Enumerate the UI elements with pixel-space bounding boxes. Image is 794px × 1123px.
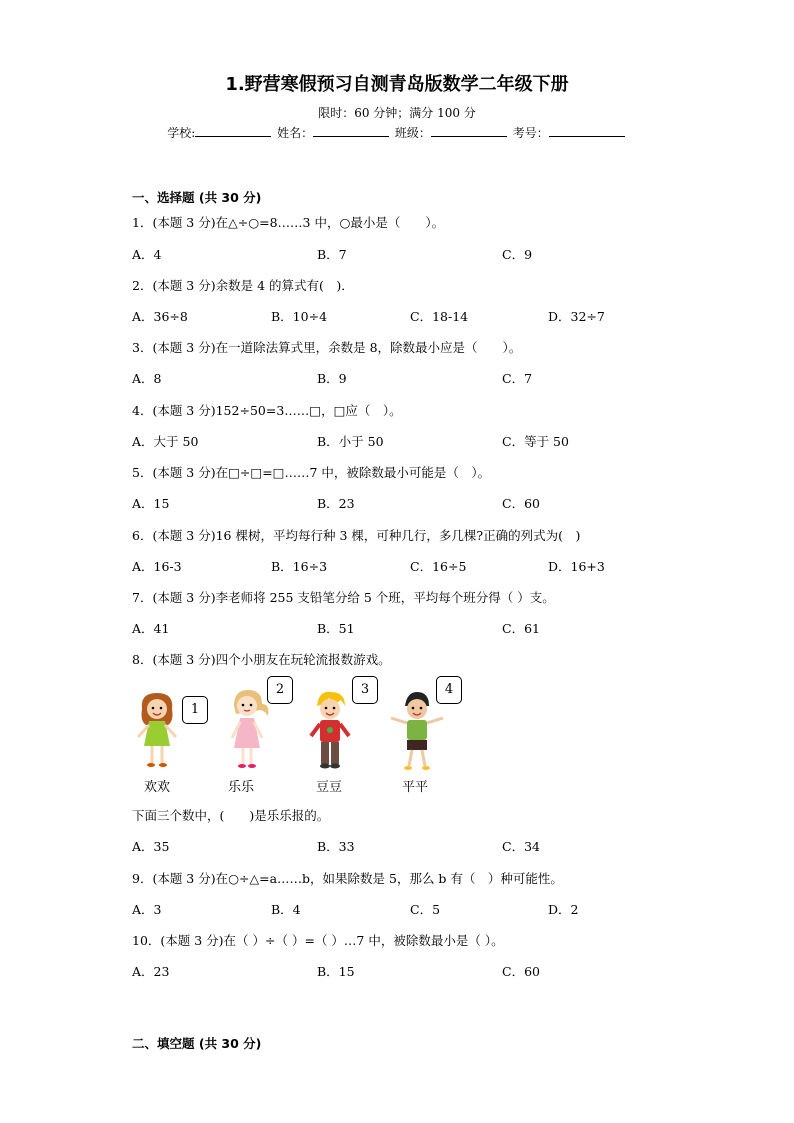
option[interactable]: C．61 xyxy=(502,621,540,636)
section-title: 一、选择题 (共 30 分) xyxy=(132,190,262,205)
speech-bubble: 3 xyxy=(352,676,378,704)
option[interactable]: A．23 xyxy=(132,964,170,979)
student-info-line xyxy=(0,124,794,141)
option[interactable]: A．8 xyxy=(132,371,162,386)
option[interactable]: A．41 xyxy=(132,621,170,636)
option[interactable]: B．16÷3 xyxy=(271,559,328,574)
school-label: 学校: xyxy=(167,126,196,140)
option[interactable]: A．16-3 xyxy=(132,559,182,574)
school-blank[interactable] xyxy=(195,124,271,137)
question-stem: 8．(本题 3 分)四个小朋友在玩轮流报数游戏。 xyxy=(132,652,391,667)
question-stem: 5．(本题 3 分)在□÷□=□……7 中，被除数最小可能是（ ）。 xyxy=(132,465,491,480)
option[interactable]: B．23 xyxy=(317,496,355,511)
option[interactable]: B．小于 50 xyxy=(317,434,384,449)
option[interactable]: B．7 xyxy=(317,247,347,262)
question-stem: 4．(本题 3 分)152÷50=3……□，□应（ ）。 xyxy=(132,403,402,418)
girl-lele-illustration xyxy=(222,688,272,772)
option[interactable]: A．35 xyxy=(132,839,170,854)
class-label: 班级： xyxy=(394,126,431,140)
kid-name: 平平 xyxy=(402,780,429,795)
name-blank[interactable] xyxy=(313,124,389,137)
question-stem: 6．(本题 3 分)16 棵树，平均每行种 3 棵，可种几行，多几棵?正确的列式为( ) xyxy=(132,528,581,543)
class-blank[interactable] xyxy=(431,124,507,137)
question-stem: 7．(本题 3 分)李老师将 255 支铅笔分给 5 个班，平均每个班分得（ ）支。 xyxy=(132,590,555,605)
question-stem: 2．(本题 3 分)余数是 4 的算式有( )． xyxy=(132,278,354,293)
option[interactable]: B．4 xyxy=(271,902,301,917)
name-label: 姓名： xyxy=(277,126,314,140)
speech-bubble: 4 xyxy=(436,676,462,704)
option[interactable]: C．9 xyxy=(502,247,533,262)
speech-bubble: 1 xyxy=(182,696,208,724)
question-stem: 3．(本题 3 分)在一道除法算式里，余数是 8，除数最小应是（ ）。 xyxy=(132,340,522,355)
exam-number-label: 考号： xyxy=(512,126,549,140)
option[interactable]: D．16+3 xyxy=(548,559,605,574)
kid-name: 欢欢 xyxy=(144,780,171,795)
option[interactable]: C．5 xyxy=(410,902,441,917)
option[interactable]: B．33 xyxy=(317,839,355,854)
section-title: 二、填空题 (共 30 分) xyxy=(132,1036,262,1051)
speech-bubble: 2 xyxy=(267,676,293,704)
kid-name: 乐乐 xyxy=(228,780,255,795)
option[interactable]: B．51 xyxy=(317,621,355,636)
option[interactable]: D．32÷7 xyxy=(548,309,605,324)
option[interactable]: A．4 xyxy=(132,247,162,262)
option[interactable]: C．18-14 xyxy=(410,309,469,324)
option[interactable]: C．60 xyxy=(502,496,540,511)
option[interactable]: D．2 xyxy=(548,902,579,917)
option[interactable]: B．15 xyxy=(317,964,355,979)
boy-doudou-illustration xyxy=(305,690,355,774)
option[interactable]: C．等于 50 xyxy=(502,434,569,449)
option[interactable]: A．15 xyxy=(132,496,170,511)
option[interactable]: A．大于 50 xyxy=(132,434,199,449)
girl-huanhuan-illustration xyxy=(132,691,182,771)
option[interactable]: C．60 xyxy=(502,964,540,979)
option[interactable]: B．9 xyxy=(317,371,347,386)
time-limit: 限时：60 分钟；满分 100 分 xyxy=(318,106,476,120)
question-stem: 10．(本题 3 分)在（ ）÷（ ）=（ ）…7 中，被除数最小是（ ）。 xyxy=(132,933,504,948)
option[interactable]: B．10÷4 xyxy=(271,309,328,324)
question-subtext: 下面三个数中，( )是乐乐报的。 xyxy=(132,808,330,823)
kids-counting-figure xyxy=(130,676,470,796)
page-title: 1.野营寒假预习自测青岛版数学二年级下册 xyxy=(225,74,569,95)
kid-name: 豆豆 xyxy=(316,780,343,795)
exam-number-blank[interactable] xyxy=(549,124,625,137)
option[interactable]: C．34 xyxy=(502,839,540,854)
option[interactable]: C．7 xyxy=(502,371,533,386)
question-stem: 9．(本题 3 分)在○÷△=a……b，如果除数是 5，那么 b 有（ ）种可能性。 xyxy=(132,871,563,886)
option[interactable]: A．3 xyxy=(132,902,162,917)
option[interactable]: C．16÷5 xyxy=(410,559,467,574)
option[interactable]: A．36÷8 xyxy=(132,309,188,324)
question-stem: 1．(本题 3 分)在△÷○=8……3 中，○最小是（ ）。 xyxy=(132,215,445,230)
